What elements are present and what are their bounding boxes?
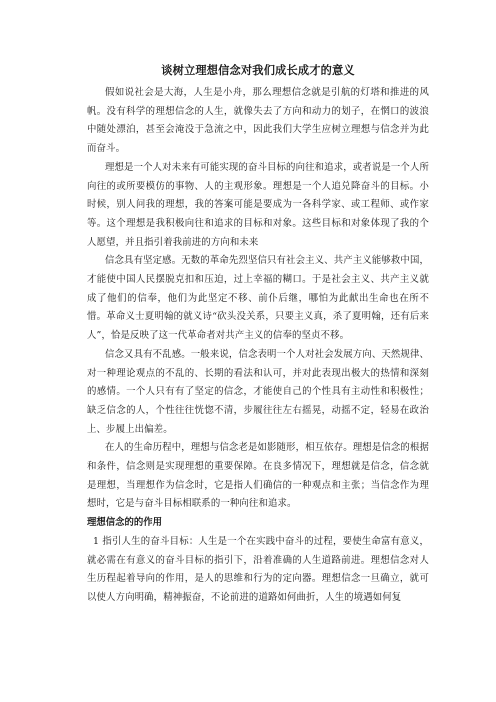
paragraph-ideal-and-belief: 在人的生命历程中，理想与信念老是如影随形，相互依存。理想是信念的根据和条件，信念则是实现理想的重要保障。在良多情况下，理想就是信念，信念就是理想，当理想作为信念时，它是指人们确信的一种观点和主张；当信念作为理想时，它是与奋斗目标相联系的一种向往和追求。	[87, 442, 429, 510]
paragraph-ideal-definition: 理想是一个人对未来有可能实现的奋斗目标的向往和追求，或者说是一个人所向往的或所要模仿的事物、人的主观形象。理想是一个人追兑降奋斗的目标。小时候，别人问我的理想，我的答案可能是要成为一各科学家、或工程师、或作家等。这个理想是我积极向往和追求的目标和对象。这些目标和对象体现了我的个人愿望，并且指引着我前进的方向和未来	[87, 161, 429, 248]
document-title: 谈树立理想信念对我们成长成才的意义	[161, 64, 355, 77]
paragraph-intro: 假如说社会是大海，人生是小舟，那么理想信念就是引航的灯塔和推进的风帆。没有科学的理想信念的人生，就像失去了方向和动力的划子，在惘口的波浪中随处漂泊，甚至会淹没于急流之中，因此我们大学生应树立理想与信念并为此而奋斗。	[87, 87, 429, 155]
paragraph-belief-stability: 信念又具有不乱感。一般来说，信念表明一个人对社会发展方向、天然规律、对一种理论观点的不乱的、长期的看法和认可，并对此表现出极大的热情和深刻的感情。一个人只有有了坚定的信念，才能使自己的个性具有主动性和积极性；缺乏信念的人，个性往往恍惚不清，步履往往左右摇晃，动摇不定，轻易在政治上、步履上出偏差。	[87, 348, 429, 435]
paragraph-section-1: 1 指引人生的奋斗目标：人生是一个在实践中奋斗的过程，要使生命富有意义，就必需在有意义的奋斗目标的指引下，沿着准确的人生道路前进。理想信念对人生历程起着导向的作用，是人的思维和行为的定向器。理想信念一旦确立，就可以使人方向明确，精神振奋，不论前进的道路如何曲折，人生的境遇如何复	[87, 535, 429, 603]
section-heading: 理想信念的的作用	[87, 517, 163, 529]
paragraph-belief-firmness: 信念具有坚定感。无数的革命先烈坚信只有社会主义、共产主义能够救中国，才能使中国人民摆脱克扣和压迫，过上幸福的糊口。于是社会主义、共产主义就成了他们的信奉，他们为此坚定不移、前仆后继，哪怕为此献出生命也在所不惜。革命义士夏明翰的就义诗“砍头没关系，只要主义真，杀了夏明翰，还有后来人”，恰是反映了这一代革命者对共产主义的信奉的坚贞不移。	[87, 255, 429, 342]
